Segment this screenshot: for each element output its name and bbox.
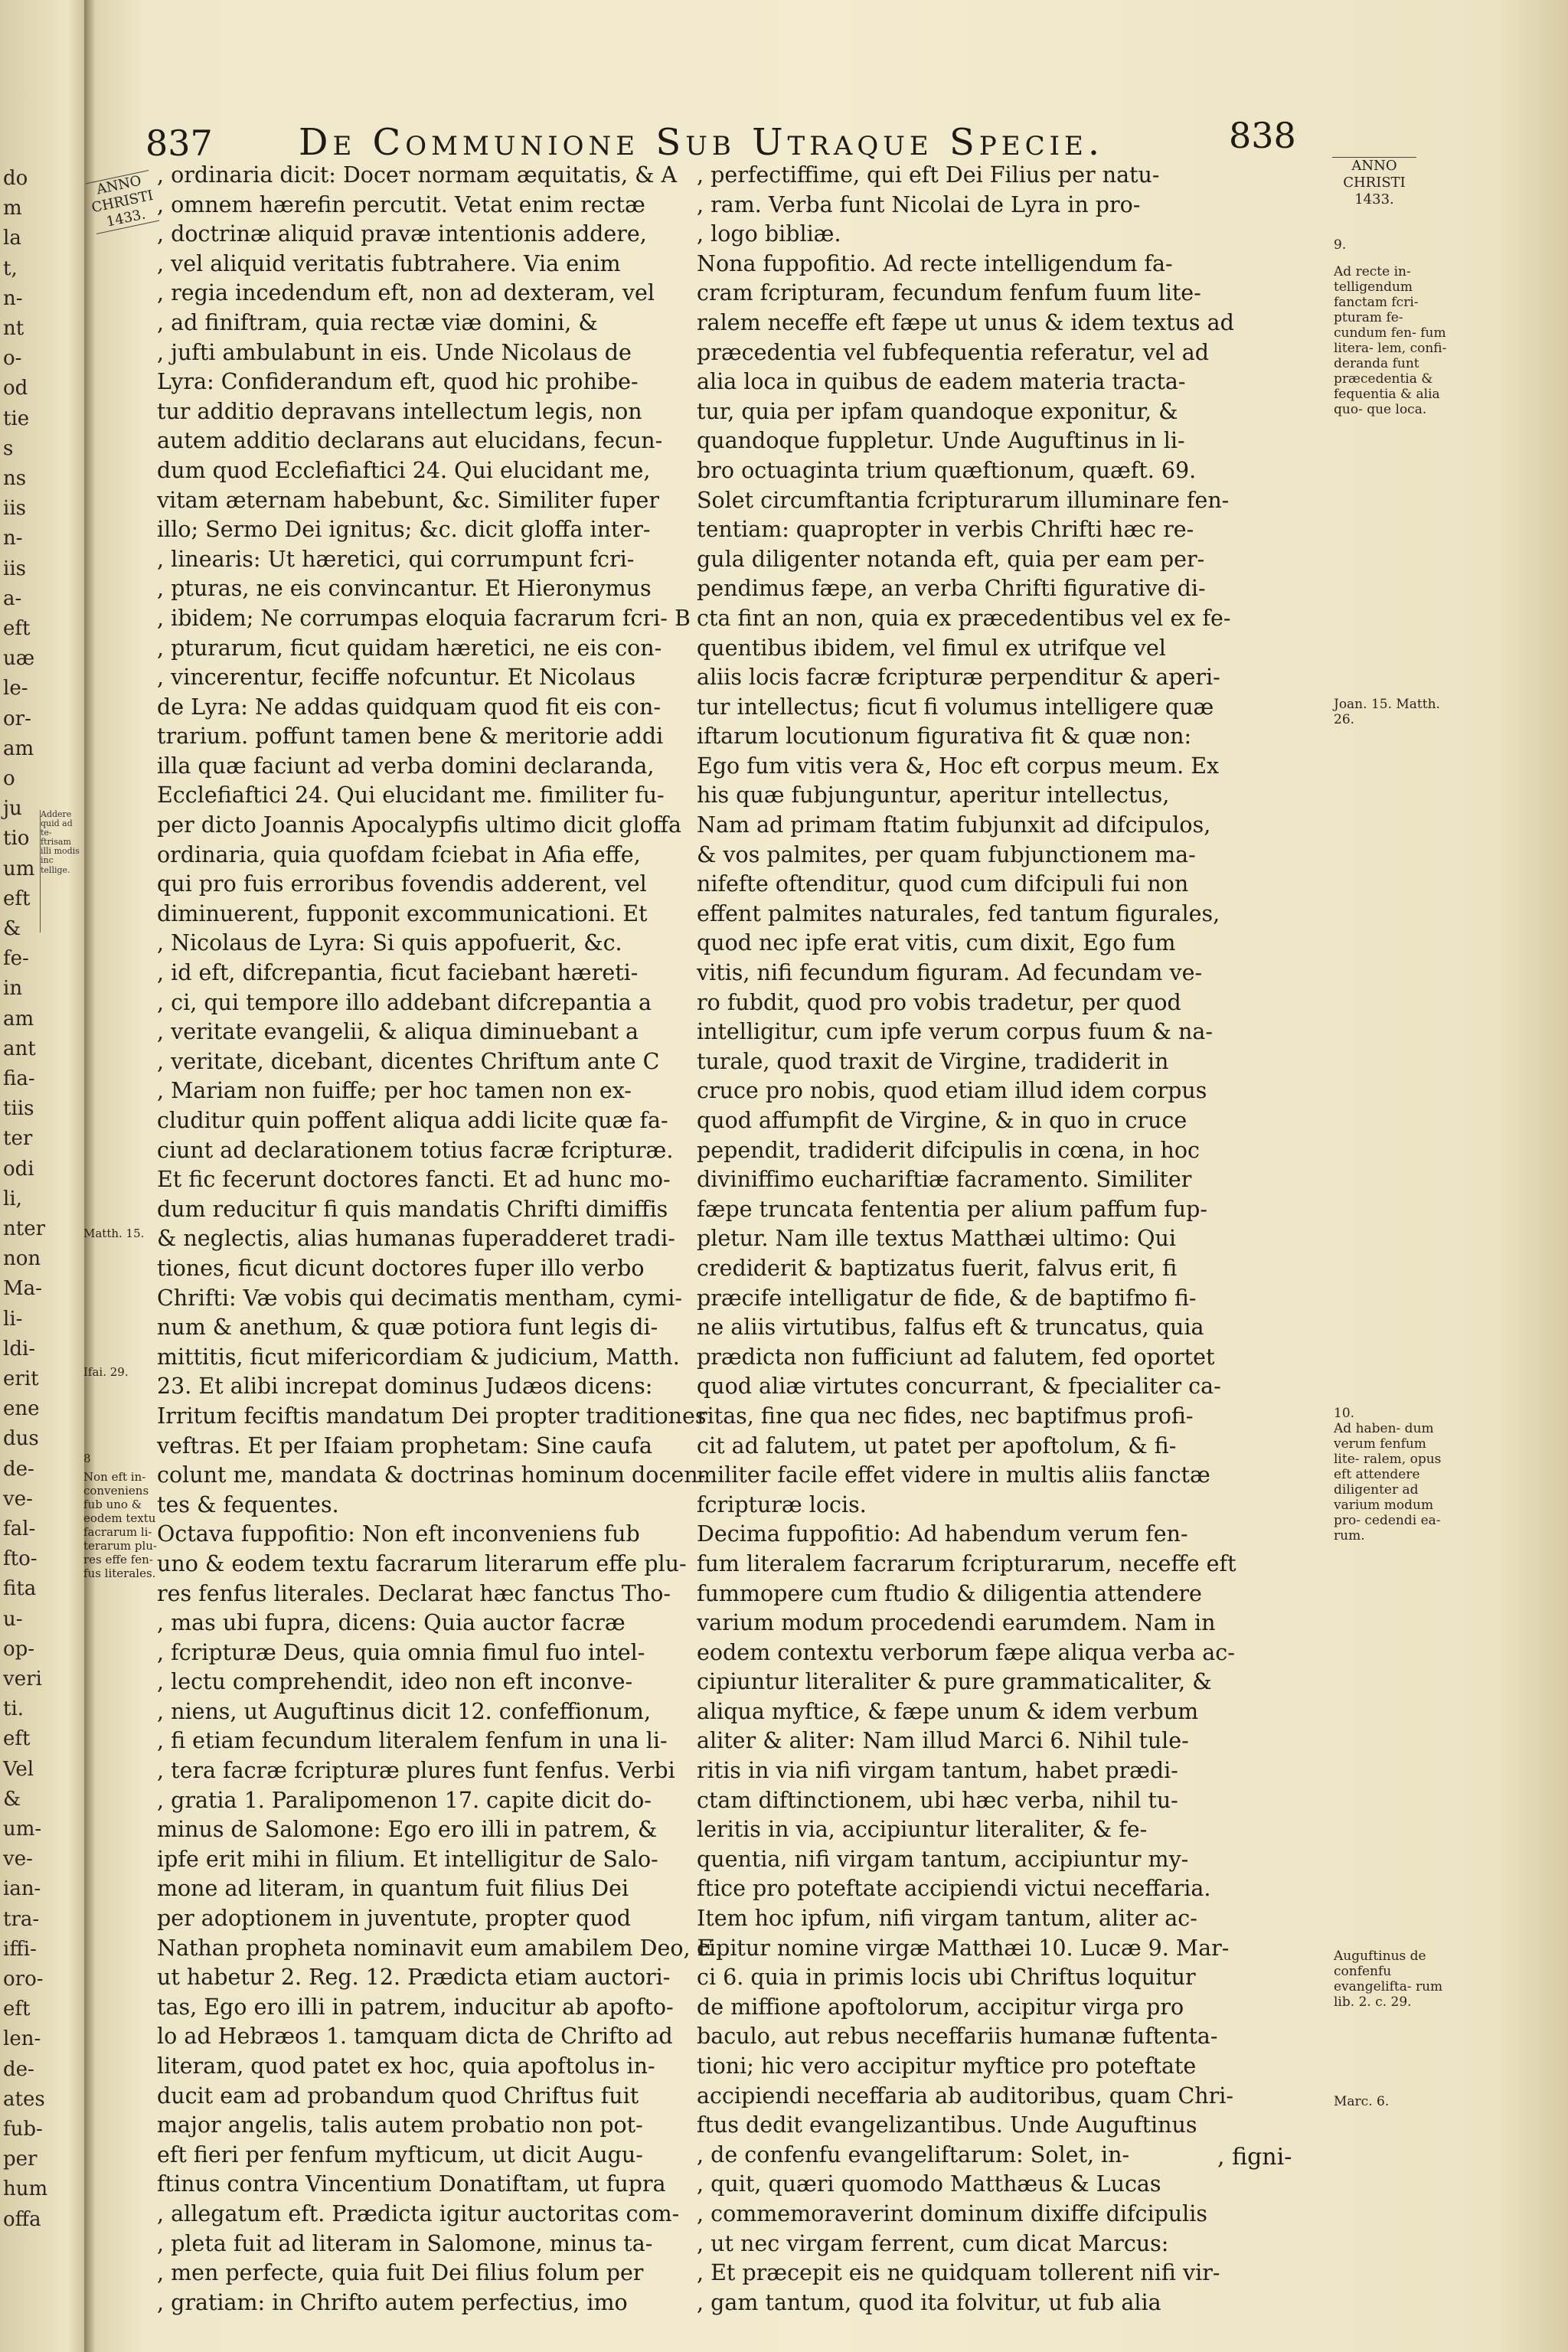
text-line: 23. Et alibi increpat dominus Judæos dicens: — [157, 1374, 653, 1400]
page-edge-fragment: & — [3, 1787, 21, 1811]
text-line: Solet circumftantia fcripturarum illuminare fen- — [697, 487, 1230, 513]
text-line: ritis in via nifi virgam tantum, habet prædi- — [697, 1758, 1178, 1784]
text-line: vitam æternam habebunt, &c. Similiter fuper — [157, 487, 659, 513]
page-edge-fragment: len- — [3, 2027, 41, 2051]
text-line: , pleta fuit ad literam in Salomone, minus ta- — [157, 2230, 653, 2256]
page-edge-fragment: offa — [3, 2207, 41, 2231]
text-line: , jufti ambulabunt in eis. Unde Nicolaus de — [157, 339, 632, 365]
right-margin-note: Ad haben- dum verum fenfum lite- ralem, opus eft attendere diligenter ad varium modum pro- cedendi ea- rum. — [1334, 1421, 1442, 1544]
text-line: num & anethum, & quæ potiora funt legis di- — [157, 1315, 658, 1341]
catchword: , figni- — [1217, 2144, 1292, 2171]
text-line: , id eft, difcrepantia, ficut faciebant hæreti- — [157, 960, 639, 986]
text-line: , commemoraverint dominum dixiffe difcipulis — [697, 2200, 1208, 2226]
right-margin-note: Joan. 15. Matth. 26. — [1334, 697, 1440, 727]
left-margin-note: Non eft in- conveniens fub uno & eodem textu facrarum li- terarum plu- res effe fen- fus literales. — [83, 1470, 157, 1580]
text-line: cta fint an non, quia ex præcedentibus vel ex fe- — [697, 605, 1231, 631]
text-line: , gratia 1. Paralipomenon 17. capite dicit do- — [157, 1787, 652, 1813]
page-edge-fragment: u- — [3, 1607, 23, 1631]
text-line: quod nec ipfe erat vitis, cum dixit, Ego fum — [697, 930, 1176, 956]
text-line: , logo bibliæ. — [697, 221, 841, 247]
text-line: diviniffimo euchariftiæ facramento. Similiter — [697, 1167, 1192, 1193]
page-edge-fragment: n- — [3, 286, 23, 310]
page-edge-fragment: erit — [3, 1367, 39, 1390]
text-line: , Mariam non fuiffe; per hoc tamen non ex- — [157, 1078, 632, 1104]
page-edge-fragment: fita — [3, 1577, 37, 1601]
text-line: illo; Sermo Dei ignitus; &c. dicit gloffa inter- — [157, 517, 651, 543]
page-edge-fragment: um- — [3, 1818, 42, 1841]
text-line: , lectu comprehendit, ideo non eft inconve- — [157, 1669, 633, 1695]
text-line: Nathan propheta nominavit eum amabilem Deo, E — [157, 1935, 714, 1961]
text-line: leritis in via, accipiuntur literaliter, & fe- — [697, 1817, 1148, 1843]
page-edge-fragment: de- — [3, 2057, 34, 2081]
text-line: baculo, aut rebus neceffariis humanæ fuftenta- — [697, 2024, 1218, 2050]
text-line: , ordinaria dicit: Doceт normam æquitatis, & A — [157, 162, 678, 188]
right-column — [697, 161, 1328, 2318]
page-edge-fragment: hum — [3, 2177, 48, 2201]
text-line: quod aliæ virtutes concurrant, & fpecialiter ca- — [697, 1374, 1221, 1400]
left-column — [157, 161, 746, 2318]
text-line: præcedentia vel fubfequentia referatur, vel ad — [697, 339, 1210, 365]
text-line: ralem neceffe eft fæpe ut unus & idem textus ad — [697, 309, 1234, 335]
page-edge-fragment: li, — [3, 1187, 22, 1210]
text-line: eodem contextu verborum fæpe aliqua verba ac- — [697, 1639, 1235, 1665]
text-line: cit ad falutem, ut patet per apoftolum, & fi- — [697, 1432, 1177, 1459]
text-line: diminuerent, fupponit excommunicationi. Et — [157, 900, 648, 926]
right-margin-note: Ad recte in- telligendum fanctam fcri- pturam fe- cundum fen- fum litera- lem, confi- deranda funt præcedentia & fequentia & alia quo- que loca. — [1334, 264, 1447, 417]
text-line: militer facile effet videre in multis aliis fanctæ — [697, 1462, 1210, 1488]
text-line: aliter & aliter: Nam illud Marci 6. Nihil tule- — [697, 1728, 1189, 1754]
text-line: mittitis, ficut mifericordiam & judicium, Matth. — [157, 1344, 680, 1370]
text-line: , allegatum eft. Prædicta igitur auctoritas com- — [157, 2200, 680, 2226]
text-line: , vincerentur, feciffe nofcuntur. Et Nicolaus — [157, 665, 636, 691]
text-line: , fi etiam fecundum literalem fenfum in una li- — [157, 1728, 668, 1754]
page-edge-fragment: iis — [3, 497, 26, 521]
page-edge-fragment: a- — [3, 586, 22, 610]
text-line: , Et præcepit eis ne quidquam tollerent nifi vir- — [697, 2260, 1220, 2286]
page-edge-fragment: fto- — [3, 1547, 38, 1571]
text-line: varium modum procedendi earumdem. Nam in — [697, 1610, 1216, 1636]
text-line: Ego fum vitis vera &, Hoc eft corpus meum. Ex — [697, 753, 1220, 779]
text-line: ordinaria, quia quofdam fciebat in Afia effe, — [157, 841, 641, 867]
page-edge-fragment: fal- — [3, 1517, 36, 1540]
text-line: dum quod Ecclefiaftici 24. Qui elucidant me, — [157, 457, 651, 483]
text-line: gula diligenter notanda eft, quia per eam per- — [697, 546, 1205, 572]
text-line: iftarum locutionum figurativa fit & quæ non: — [697, 724, 1192, 750]
page-edge-fragment: le- — [3, 677, 28, 701]
text-line: aliqua myftice, & fæpe unum & idem verbum — [697, 1698, 1199, 1724]
text-line: , men perfecte, quia fuit Dei filius folum per — [157, 2260, 644, 2286]
page-edge-fragment: fia- — [3, 1067, 35, 1090]
text-line: , gratiam: in Chrifto autem perfectius, imo — [157, 2289, 628, 2315]
text-line: Nona fuppofitio. Ad recte intelligendum fa- — [697, 250, 1173, 276]
text-line: , ad finiftram, quia rectæ viæ domini, & — [157, 309, 598, 335]
right-margin-note: 9. — [1334, 237, 1347, 253]
text-line: uno & eodem textu facrarum literarum effe plu- — [157, 1550, 687, 1576]
text-line: his quæ fubjunguntur, aperitur intellectus, — [697, 782, 1170, 808]
page-edge-fragment: non — [3, 1247, 41, 1271]
text-line: , linearis: Ut hæretici, qui corrumpunt fcri- — [157, 546, 635, 572]
page-edge-fragment: tra- — [3, 1907, 40, 1931]
text-line: , ram. Verba funt Nicolai de Lyra in pro- — [697, 191, 1141, 217]
page-edge-fragment: ju — [3, 797, 22, 821]
text-line: Lyra: Confiderandum eft, quod hic prohibe- — [157, 369, 639, 395]
page-edge-fragment: Vel — [3, 1757, 34, 1781]
text-line: literam, quod patet ex hoc, quia apoftolus in- — [157, 2053, 655, 2079]
page-edge-fragment: ti. — [3, 1697, 24, 1721]
text-line: fummopere cum ftudio & diligentia attendere — [697, 1580, 1202, 1606]
page-edge-fragment: eft — [3, 617, 31, 640]
page-edge-fragment: ldi- — [3, 1337, 36, 1361]
text-line: ne aliis virtutibus, falfus eft & truncatus, quia — [697, 1315, 1204, 1341]
text-line: , de confenfu evangeliftarum: Solet, in- — [697, 2141, 1130, 2167]
text-line: quentia, nifi virgam tantum, accipiuntur my- — [697, 1846, 1189, 1872]
left-margin-note: 8 — [83, 1452, 91, 1465]
page-edge-fragment: oro- — [3, 1968, 44, 1991]
text-line: tentiam: quapropter in verbis Chrifti hæc re- — [697, 517, 1194, 543]
text-line: qui pro fuis erroribus fovendis adderent, vel — [157, 871, 647, 897]
text-line: eft fieri per fenfum myfticum, ut dicit Augu- — [157, 2141, 643, 2167]
text-line: , ibidem; Ne corrumpas eloquia facrarum fcri- B — [157, 605, 691, 631]
text-line: , gam tantum, quod ita folvitur, ut fub alia — [697, 2289, 1161, 2315]
page-edge-fragment: nter — [3, 1217, 46, 1240]
text-line: cruce pro nobis, quod etiam illud idem corpus — [697, 1078, 1207, 1104]
page-edge-fragment: o- — [3, 347, 22, 371]
page-edge-fragment: n- — [3, 527, 23, 550]
text-line: cipitur nomine virgæ Matthæi 10. Lucæ 9. Mar- — [697, 1935, 1230, 1961]
text-line: ftinus contra Vincentium Donatiftam, ut fupra — [157, 2171, 666, 2197]
page-edge-note: Addere quid ad te- ftrisam illi modis inc tellige. — [40, 810, 83, 933]
page-edge-fragment: Ma- — [3, 1277, 42, 1301]
page-edge-fragment: nt — [3, 317, 24, 340]
page-edge-fragment: odi — [3, 1157, 34, 1181]
text-line: aliis locis facræ fcripturæ perpenditur & aperi- — [697, 665, 1220, 691]
text-line: accipiendi neceffaria ab auditoribus, quam Chri- — [697, 2082, 1234, 2109]
page-edge-fragment: m — [3, 197, 22, 220]
page-edge-fragment: eft — [3, 1998, 31, 2021]
text-line: & neglectis, alias humanas fuperadderet tradi- — [157, 1226, 675, 1252]
text-line: , niens, ut Auguftinus dicit 12. confeffionum, — [157, 1698, 652, 1724]
text-line: Irritum feciftis mandatum Dei propter traditiones — [157, 1403, 707, 1429]
page-edge-fragment: per — [3, 2148, 38, 2171]
text-line: cram fcripturam, fecundum fenfum fuum lite- — [697, 280, 1201, 306]
text-line: tur, quia per ipfam quandoque exponitur, & — [697, 398, 1178, 424]
text-line: præcife intelligatur de fide, & de baptifmo fi- — [697, 1285, 1197, 1311]
page-edge-fragment: ve- — [3, 1847, 33, 1871]
text-line: fcripturæ locis. — [697, 1491, 867, 1517]
page-edge-fragment: tie — [3, 407, 30, 430]
text-line: alia loca in quibus de eadem materia tracta- — [697, 369, 1186, 395]
text-line: per adoptionem in juventute, propter quod — [157, 1906, 632, 1932]
text-line: , pturas, ne eis convincantur. Et Hieronymus — [157, 576, 652, 602]
text-line: ci 6. quia in primis locis ubi Chriftus loquitur — [697, 1965, 1196, 1991]
text-line: , Nicolaus de Lyra: Si quis appofuerit, &c. — [157, 930, 622, 956]
text-line: , veritate, dicebant, dicentes Chriftum ante C — [157, 1048, 660, 1074]
text-line: veftras. Et per Ifaiam prophetam: Sine caufa — [157, 1432, 652, 1459]
text-line: , doctrinæ aliquid pravæ intentionis addere, — [157, 221, 647, 247]
text-line: tur additio depravans intellectum legis, non — [157, 398, 642, 424]
text-line: Ecclefiaftici 24. Qui elucidant me. fimiliter fu- — [157, 782, 665, 808]
text-line: de Lyra: Ne addas quidquam quod fit eis con- — [157, 694, 661, 720]
text-line: prædicta non fufficiunt ad falutem, fed oportet — [697, 1344, 1215, 1370]
text-line: colunt me, mandata & doctrinas hominum docen- — [157, 1462, 706, 1488]
text-line: res fenfus literales. Declarat hæc fanctus Tho- — [157, 1580, 671, 1606]
text-line: , quit, quæri quomodo Matthæus & Lucas — [697, 2171, 1161, 2197]
text-line: ctam diftinctionem, ubi hæc verba, nihil tu- — [697, 1787, 1178, 1813]
page-edge-fragment: dus — [3, 1427, 39, 1451]
text-line: per dicto Joannis Apocalypfis ultimo dicit gloffa — [157, 812, 681, 838]
page-edge-fragment: la — [3, 227, 21, 250]
page-edge-fragment: iffi- — [3, 1937, 37, 1961]
page-edge-fragment: fub- — [3, 2118, 43, 2141]
page-edge-fragment: eft — [3, 887, 31, 910]
text-line: mone ad literam, in quantum fuit filius Dei — [157, 1876, 629, 1902]
anno-christi-left: ANNO CHRISTI 1433. — [86, 170, 159, 234]
text-line: ftus dedit evangelizantibus. Unde Auguftinus — [697, 2112, 1197, 2138]
page-edge-fragment: tio — [3, 827, 30, 851]
page-edge-fragment: ant — [3, 1037, 36, 1060]
page-edge-fragment: ene — [3, 1397, 40, 1421]
page-edge-fragment: am — [3, 737, 34, 760]
text-line: pendimus fæpe, an verba Chrifti figurative di- — [697, 576, 1206, 602]
text-line: ipfe erit mihi in filium. Et intelligitur de Salo- — [157, 1846, 658, 1872]
page-edge-fragment: od — [3, 377, 28, 400]
text-line: de miffione apoftolorum, accipitur virga pro — [697, 1994, 1184, 2020]
right-margin-note: Marc. 6. — [1334, 2094, 1390, 2109]
page-edge-fragment: s — [3, 436, 14, 460]
text-line: ut habetur 2. Reg. 12. Prædicta etiam auctori- — [157, 1965, 671, 1991]
text-line: , ut nec virgam ferrent, cum dicat Marcus: — [697, 2230, 1169, 2256]
text-line: ritas, fine qua nec fides, nec baptifmus profi- — [697, 1403, 1194, 1429]
text-line: , pturarum, ficut quidam hæretici, ne eis con- — [157, 635, 662, 661]
page-edge-fragment: t, — [3, 256, 18, 280]
text-line: dum reducitur fi quis mandatis Chrifti dimiffis — [157, 1196, 668, 1222]
page-edge-fragment: & — [3, 917, 21, 940]
text-line: , vel aliquid veritatis fubtrahere. Via enim — [157, 250, 621, 276]
running-title: De Communione Sub Utraque Specie. — [299, 121, 1105, 164]
page-gutter — [84, 0, 95, 2352]
page-edge-fragment: de- — [3, 1457, 34, 1481]
text-line: , perfectiffime, qui eft Dei Filius per natu- — [697, 162, 1160, 188]
left-margin-note: Ifai. 29. — [83, 1365, 129, 1379]
text-line: tiones, ficut dicunt doctores fuper illo verbo — [157, 1255, 645, 1281]
right-margin-note: 10. — [1334, 1406, 1355, 1421]
text-line: Et fic fecerunt doctores fancti. Et ad hunc mo- — [157, 1167, 671, 1193]
page-edge-fragment: ve- — [3, 1487, 33, 1511]
page-edge-fragment: tiis — [3, 1097, 34, 1121]
text-line: lo ad Hebræos 1. tamquam dicta de Chrifto ad — [157, 2024, 673, 2050]
text-line: , mas ubi fupra, dicens: Quia auctor facræ — [157, 1610, 626, 1636]
text-line: cluditur quin poffent aliqua addi licite quæ fa- — [157, 1108, 668, 1133]
text-line: tas, Ego ero illi in patrem, inducitur ab apofto- — [157, 1994, 674, 2020]
text-line: ftice pro poteftate accipiendi victui neceffaria. — [697, 1876, 1211, 1902]
page-number-right: 838 — [1229, 115, 1296, 156]
book-page — [84, 0, 1568, 2352]
text-line: , regia incedendum eft, non ad dexteram, vel — [157, 280, 655, 306]
anno-christi-right: ANNO CHRISTI 1433. — [1332, 157, 1416, 208]
text-line: Nam ad primam ftatim fubjunxit ad difcipulos, — [697, 812, 1211, 838]
text-line: vitis, nifi fecundum figuram. Ad fecundam ve- — [697, 960, 1203, 986]
text-line: ciunt ad declarationem totius facræ fcripturæ. — [157, 1137, 674, 1163]
text-line: fæpe truncata fententia per alium paffum fup- — [697, 1196, 1207, 1222]
page-edge-fragment: ates — [3, 2087, 45, 2111]
left-margin-note: Matth. 15. — [83, 1227, 145, 1240]
text-line: tur intellectus; ficut fi volumus intelligere quæ — [697, 694, 1214, 720]
text-line: fum literalem facrarum fcripturarum, neceffe eft — [697, 1550, 1236, 1576]
page-edge-fragment: fe- — [3, 947, 29, 971]
text-line: , veritate evangelii, & aliqua diminuebant a — [157, 1019, 639, 1045]
text-line: bro octuaginta trium quæftionum, quæft. 69. — [697, 457, 1197, 483]
text-line: quandoque fuppletur. Unde Auguftinus in li- — [697, 428, 1185, 454]
text-line: autem additio declarans aut elucidans, fecun- — [157, 428, 663, 454]
text-line: cipiuntur literaliter & pure grammaticaliter, & — [697, 1669, 1212, 1695]
text-line: major angelis, talis autem probatio non pot- — [157, 2112, 643, 2138]
text-line: crediderit & baptizatus fuerit, falvus erit, fi — [697, 1255, 1178, 1281]
text-line: Octava fuppofitio: Non eft inconveniens fub — [157, 1521, 640, 1547]
text-line: tes & fequentes. — [157, 1491, 339, 1517]
text-line: effent palmites naturales, fed tantum figurales, — [697, 900, 1220, 926]
page-number-left: 837 — [145, 122, 213, 164]
text-line: & vos palmites, per quam fubjunctionem ma- — [697, 841, 1196, 867]
page-edge-fragment: or- — [3, 707, 31, 730]
page-edge-fragment: ian- — [3, 1877, 41, 1901]
text-line: quod affumpfit de Virgine, & in quo in cruce — [697, 1108, 1187, 1133]
text-line: intelligitur, cum ipfe verum corpus fuum & na- — [697, 1019, 1213, 1045]
page-edge-fragment: eft — [3, 1727, 31, 1751]
page-edge-fragment: li- — [3, 1307, 23, 1331]
text-line: , ci, qui tempore illo addebant difcrepantia a — [157, 989, 652, 1015]
text-line: pependit, tradiderit difcipulis in cœna, in hoc — [697, 1137, 1200, 1163]
text-line: trarium. poffunt tamen bene & meritorie addi — [157, 724, 664, 750]
text-line: tioni; hic vero accipitur myftice pro poteftate — [697, 2053, 1197, 2079]
text-line: , tera facræ fcripturæ plures funt fenfus. Verbi — [157, 1758, 675, 1784]
text-line: Decima fuppofitio: Ad habendum verum fen- — [697, 1521, 1188, 1547]
text-line: Item hoc ipfum, nifi virgam tantum, aliter ac- — [697, 1906, 1197, 1932]
page-edge-fragment: am — [3, 1007, 34, 1031]
left-page-edge — [0, 0, 84, 2352]
right-margin-note: Auguftinus de confenfu evangelifta- rum lib. 2. c. 29. — [1334, 1949, 1443, 2010]
page-edge-fragment: in — [3, 977, 23, 1001]
text-line: turale, quod traxit de Virgine, tradiderit in — [697, 1048, 1169, 1074]
page-edge-fragment: um — [3, 857, 35, 880]
page-edge-fragment: ter — [3, 1127, 33, 1151]
text-line: quentibus ibidem, vel fimul ex utrifque vel — [697, 635, 1166, 661]
text-line: ducit eam ad probandum quod Chriftus fuit — [157, 2082, 639, 2109]
page-edge-fragment: veri — [3, 1668, 42, 1690]
page-edge-fragment: ns — [3, 467, 27, 490]
text-line: , fcripturæ Deus, quia omnia fimul fuo intel- — [157, 1639, 645, 1665]
text-line: pletur. Nam ille textus Matthæi ultimo: Qui — [697, 1226, 1176, 1252]
text-line: nifefte oftenditur, quod cum difcipuli fui non — [697, 871, 1189, 897]
text-line: minus de Salomone: Ego ero illi in patrem, & — [157, 1817, 658, 1843]
page-edge-fragment: do — [3, 167, 28, 190]
page-edge-fragment: o — [3, 767, 15, 790]
text-line: , omnem hærefin percutit. Vetat enim rectæ — [157, 191, 645, 217]
text-line: Chrifti: Væ vobis qui decimatis mentham, cymi- — [157, 1285, 683, 1311]
text-line: ro fubdit, quod pro vobis tradetur, per quod — [697, 989, 1181, 1015]
page-edge-fragment: op- — [3, 1637, 35, 1661]
page-edge-fragment: uæ — [3, 647, 35, 671]
page-edge-fragment: iis — [3, 557, 26, 580]
text-line: illa quæ faciunt ad verba domini declaranda, — [157, 753, 655, 779]
